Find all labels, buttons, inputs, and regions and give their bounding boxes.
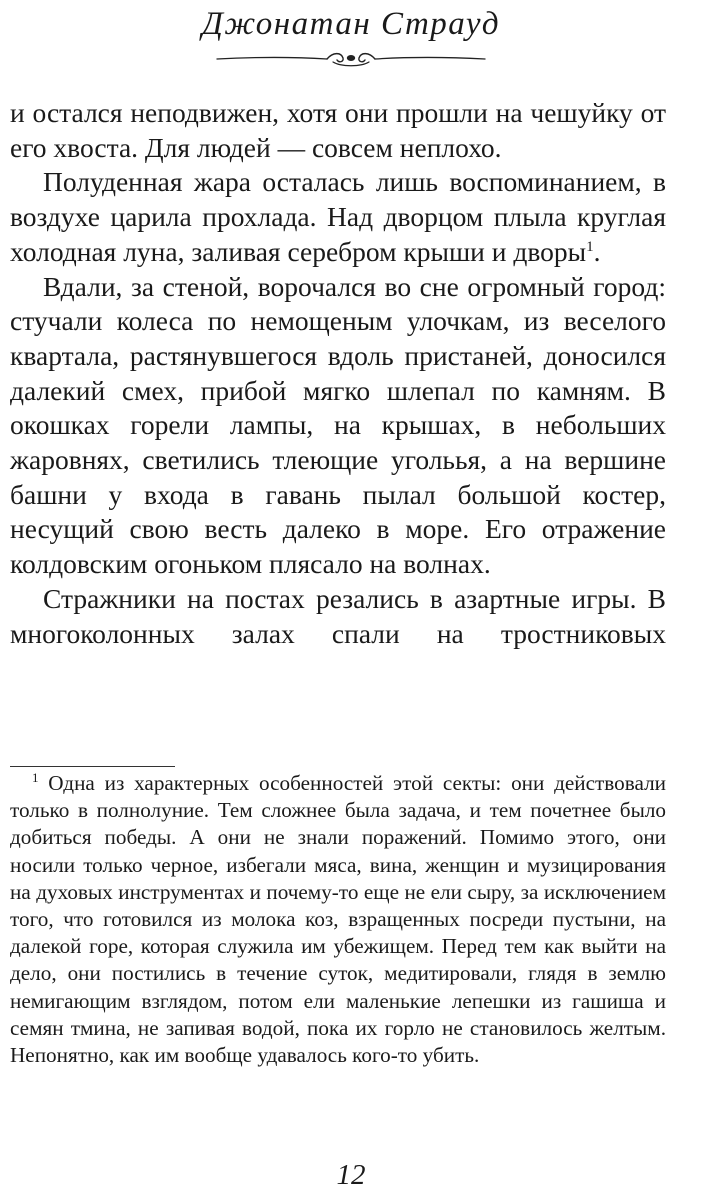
- page-number: 12: [336, 1159, 366, 1191]
- main-text: [10, 96, 666, 651]
- footnote-text: Одна из характерных особенностей этой секты: они действовали только в полнолуние. Тем сложнее была задача, и тем почетнее было добиться победы. А они не знали поражений. Помимо этого, они носили только черное, избегали мяса, вина, женщин и музицирования на духовых инструментах и почему-то еще не ели сыру, за исключением того, что готовился из молока коз, взращенных посреди пустыни, на далекой горе, которая служила им убежищем. Перед тем как выйти на дело, они постились в течение суток, медитировали, глядя в землю немигающим взглядом, потом ели маленькие лепешки из гашиша и семян тмина, не запивая водой, пока их горло не становилось желтым. Непонятно, как им вообще удавалось кого-то убить.: [10, 771, 666, 1068]
- footnote-marker: 1: [32, 769, 39, 785]
- footnote: [10, 770, 666, 1069]
- paragraph-with-footnote: [10, 165, 666, 269]
- running-header: [0, 2, 702, 46]
- paragraph-trail: .: [593, 235, 601, 267]
- paragraph-text: Полуденная жара осталась лишь воспоминанием, в воздухе царила прохлада. Над дворцом плыла круглая холодная луна, заливая серебром крыши и дворы: [10, 166, 666, 267]
- flourish-divider-icon: [215, 50, 487, 68]
- footnote-paragraph: [10, 770, 666, 1069]
- footnote-separator: [10, 766, 175, 767]
- paragraph: Стражники на постах резались в азартные игры. В многоколонных залах спали на тростниковых: [10, 582, 666, 649]
- paragraph: и остался неподвижен, хотя они прошли на чешуйку от его хвоста. Для людей — совсем неплохо.: [10, 97, 666, 163]
- author-name: Джонатан Страуд: [201, 6, 501, 42]
- paragraph: Вдали, за стеной, ворочался во сне огромный город: стучали колеса по немощеным улочкам, из веселого квартала, растянувшегося вдоль пристаней, доносился далекий смех, прибой мягко шлепал по камням. В окошках горели лампы, на крышах, в небольших жаровнях, светились тлеющие угольья, а на вершине башни у входа в гавань пылал большой костер, несущий свою весть далеко в море. Его отражение колдовским огоньком плясало на волнах.: [10, 270, 666, 580]
- footnote-reference[interactable]: 1: [586, 238, 594, 255]
